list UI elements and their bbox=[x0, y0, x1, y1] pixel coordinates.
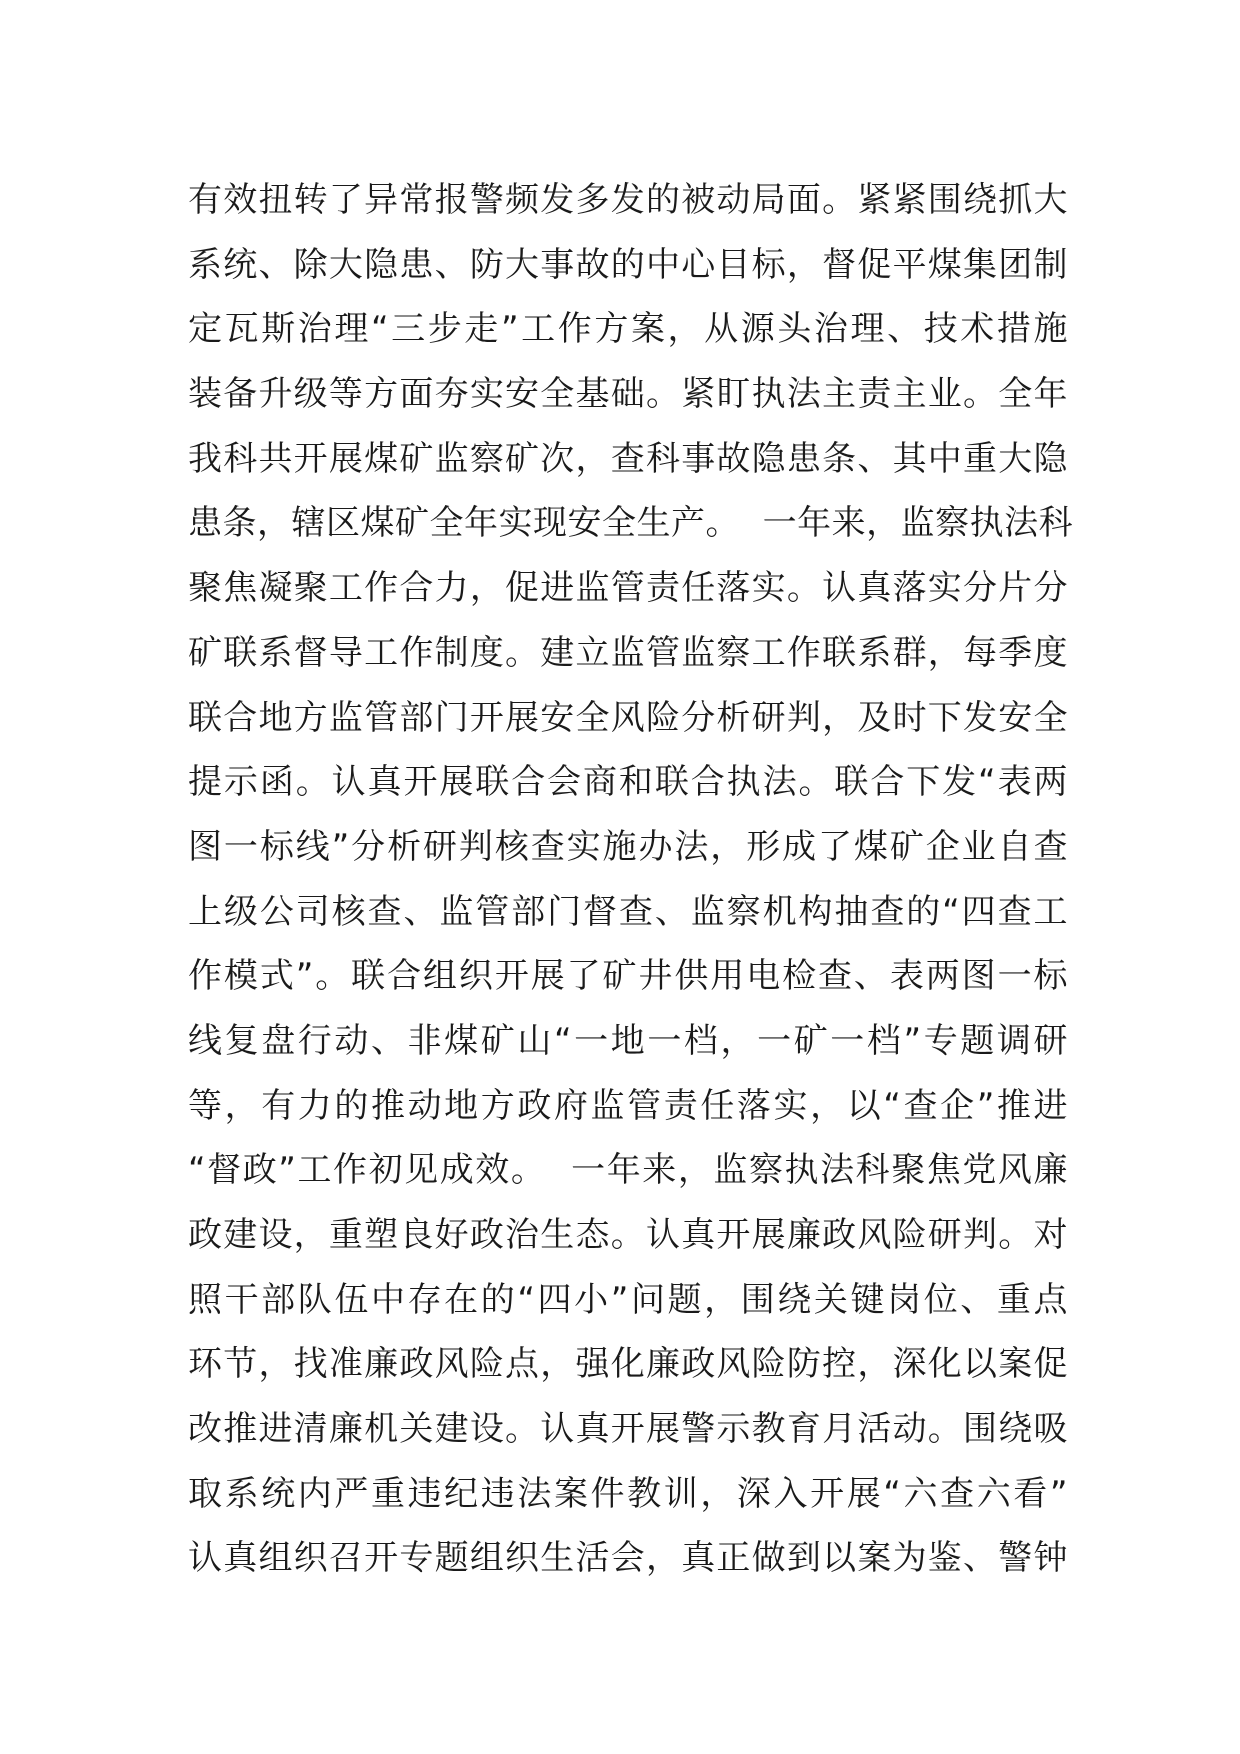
text-line: 等，有力的推动地方政府监管责任落实，以“查企”推进 bbox=[188, 1085, 1068, 1126]
text-line: 认真组织召开专题组织生活会，真正做到以案为鉴、警钟 bbox=[188, 1538, 1068, 1579]
text-line: 我科共开展煤矿监察矿次，查科事故隐患条、其中重大隐 bbox=[188, 438, 1068, 479]
text-line: 装备升级等方面夯实安全基础。紧盯执法主责主业。全年 bbox=[188, 374, 1068, 415]
text-line: 聚焦凝聚工作合力，促进监管责任落实。认真落实分片分 bbox=[188, 568, 1068, 609]
text-line: 上级公司核查、监管部门督查、监察机构抽查的“四查工 bbox=[188, 891, 1068, 932]
text-line: 线复盘行动、非煤矿山“一地一档，一矿一档”专题调研 bbox=[188, 1020, 1068, 1061]
text-line: 图一标线”分析研判核查实施办法，形成了煤矿企业自查 bbox=[188, 826, 1068, 867]
text-line: 改推进清廉机关建设。认真开展警示教育月活动。围绕吸 bbox=[188, 1409, 1068, 1450]
text-line: 作模式”。联合组织开展了矿井供用电检查、表两图一标 bbox=[188, 956, 1068, 997]
text-line: 联合地方监管部门开展安全风险分析研判，及时下发安全 bbox=[188, 697, 1068, 738]
text-line: 系统、除大隐患、防大事故的中心目标，督促平煤集团制 bbox=[188, 244, 1068, 285]
text-line: 政建设，重塑良好政治生态。认真开展廉政风险研判。对 bbox=[188, 1215, 1068, 1255]
text-line: 患条，辖区煤矿全年实现安全生产。 一年来，监察执法科 bbox=[188, 503, 1074, 544]
text-line: 取系统内严重违纪违法案件教训，深入开展“六查六看” bbox=[188, 1473, 1068, 1514]
text-line: 提示函。认真开展联合会商和联合执法。联合下发“表两 bbox=[188, 762, 1068, 803]
text-line: “督政”工作初见成效。 一年来，监察执法科聚焦党风廉 bbox=[188, 1150, 1068, 1191]
text-line: 照干部队伍中存在的“四小”问题，围绕关键岗位、重点 bbox=[188, 1279, 1068, 1320]
text-line: 环节，找准廉政风险点，强化廉政风险防控，深化以案促 bbox=[188, 1344, 1068, 1385]
text-line: 定瓦斯治理“三步走”工作方案，从源头治理、技术措施 bbox=[188, 309, 1068, 350]
text-line: 矿联系督导工作制度。建立监管监察工作联系群，每季度 bbox=[188, 632, 1068, 673]
body-text bbox=[188, 168, 1074, 1591]
text-line: 有效扭转了异常报警频发多发的被动局面。紧紧围绕抓大 bbox=[188, 180, 1068, 220]
